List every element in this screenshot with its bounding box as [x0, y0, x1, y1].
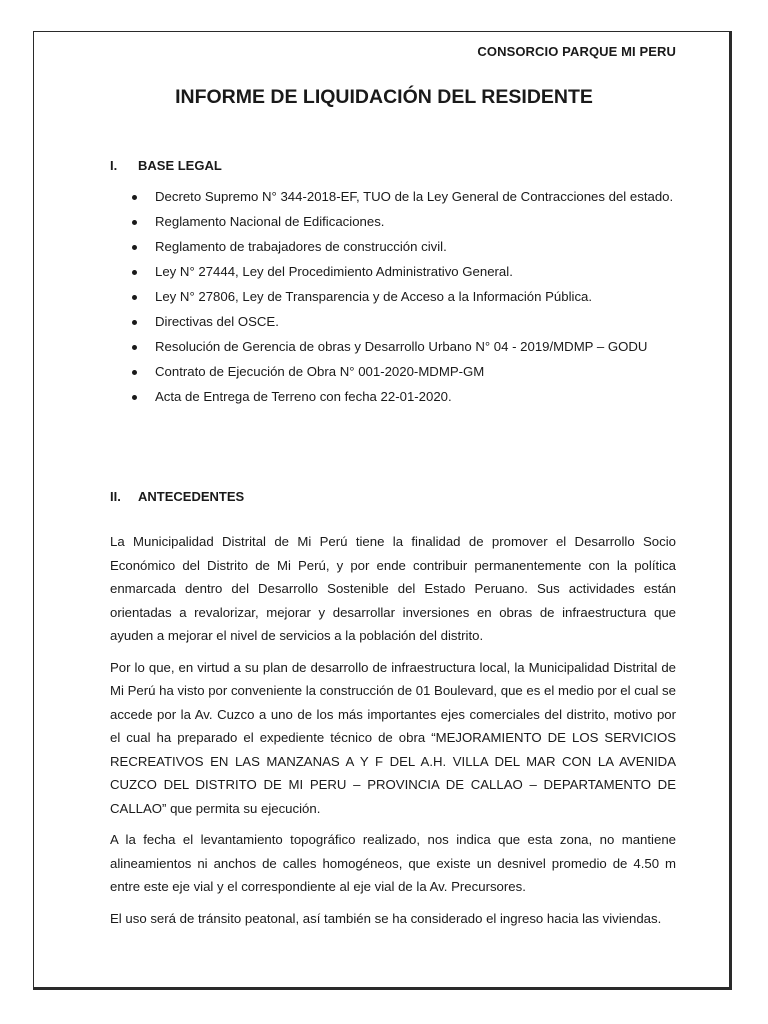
paragraph: A la fecha el levantamiento topográfico realizado, nos indica que esta zona, no mantiene alineamientos ni anchos de calles homogéneos, que existe un desnivel promedio de 4.50 m entre este eje vial y el correspondiente al eje vial de la Av. Precursores. — [110, 832, 676, 894]
list-item-text: Contrato de Ejecución de Obra N° 001-2020-MDMP-GM — [155, 364, 485, 379]
section-title: BASE LEGAL — [138, 158, 222, 173]
list-item — [130, 261, 676, 284]
bullet-icon — [132, 395, 137, 400]
bullet-icon — [132, 245, 137, 250]
list-item — [130, 211, 676, 234]
paragraph: El uso será de tránsito peatonal, así también se ha considerado el ingreso hacia las viviendas. — [110, 910, 662, 926]
bullet-icon — [132, 295, 137, 300]
list-item — [130, 186, 676, 209]
list-item — [130, 286, 676, 309]
bullet-icon — [132, 320, 137, 325]
section-title: ANTECEDENTES — [138, 489, 245, 504]
list-item-text: Ley N° 27806, Ley de Transparencia y de Acceso a la Información Pública. — [155, 289, 593, 304]
list-item — [130, 361, 676, 384]
company-header: CONSORCIO PARQUE MI PERU — [477, 44, 676, 59]
base-legal-list — [130, 186, 676, 411]
list-item — [130, 386, 676, 409]
paragraph: La Municipalidad Distrital de Mi Perú tiene la finalidad de promover el Desarrollo Socio Económico del Distrito de Mi Perú, y por ende contribuir permanentemente con la política enmarcada dentro del Desarrollo Sostenible del Estado Peruano. Sus actividades están orientadas a revalorizar, mejorar y desarrollar inversiones en obras de infraestructura que ayuden a mejorar el nivel de servicios a la población del distrito. — [110, 534, 676, 643]
list-item-text: Ley N° 27444, Ley del Procedimiento Administrativo General. — [155, 264, 513, 279]
list-item-text: Directivas del OSCE. — [155, 314, 279, 329]
paragraph: Por lo que, en virtud a su plan de desarrollo de infraestructura local, la Municipalidad Distrital de Mi Perú ha visto por conveniente la construcción de 01 Boulevard, que es el medio por el cual se accede por la Av. Cuzco a uno de los más importantes ejes comerciales del distrito, motivo por el cual ha preparado el expediente técnico de obra “MEJORAMIENTO DE LOS SERVICIOS RECREATIVOS EN LAS MANZANAS A Y F DEL A.H. VILLA DEL MAR CON LA AVENIDA CUZCO DEL DISTRITO DE MI PERU – PROVINCIA DE CALLAO – DEPARTAMENTO DE CALLAO” que permita su ejecución. — [110, 659, 676, 816]
document-title: INFORME DE LIQUIDACIÓN DEL RESIDENTE — [175, 86, 593, 108]
list-item-text: Reglamento Nacional de Edificaciones. — [155, 214, 385, 229]
bullet-icon — [132, 220, 137, 225]
bullet-icon — [132, 270, 137, 275]
bullet-icon — [132, 370, 137, 375]
list-item — [130, 311, 676, 334]
bullet-icon — [132, 195, 137, 200]
antecedentes-body — [110, 530, 676, 938]
bullet-icon — [132, 345, 137, 350]
list-item — [130, 336, 676, 359]
list-item — [130, 236, 676, 259]
list-item-text: Reglamento de trabajadores de construcción civil. — [155, 239, 447, 254]
list-item-text: Acta de Entrega de Terreno con fecha 22-01-2020. — [155, 389, 452, 404]
list-item-text: Resolución de Gerencia de obras y Desarrollo Urbano N° 04 - 2019/MDMP – GODU — [155, 339, 648, 354]
section-number: II. — [110, 489, 121, 504]
list-item-text: Decreto Supremo N° 344-2018-EF, TUO de la Ley General de Contracciones del estado. — [155, 189, 674, 204]
section-heading-antecedentes — [110, 489, 244, 504]
section-heading-base-legal — [110, 158, 222, 173]
section-number: I. — [110, 158, 118, 173]
